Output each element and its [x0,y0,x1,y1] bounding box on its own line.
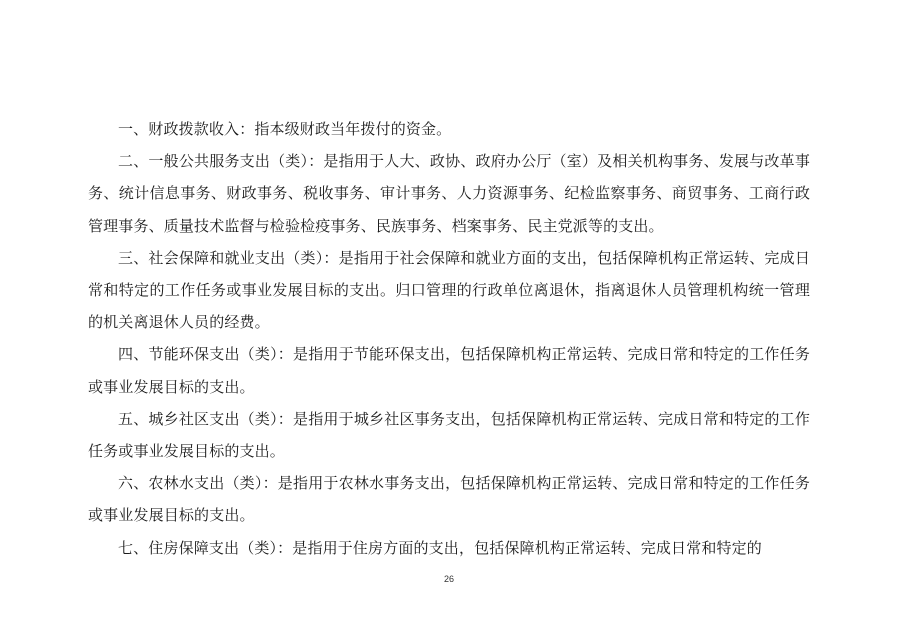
paragraph-urban-rural-community: 五、城乡社区支出（类）：是指用于城乡社区事务支出，包括保障机构正常运转、完成日常和特定的工作任务或事业发展目标的支出。 [88,409,810,461]
page-number: 26 [443,574,454,584]
paragraph-social-security-employment: 三、社会保障和就业支出（类）：是指用于社会保障和就业方面的支出，包括保障机构正常运转、完成日常和特定的工作任务或事业发展目标的支出。归口管理的行政单位离退休，指离退休人员管理机构统一管理的机关离退休人员的经费。 [88,248,810,332]
paragraph-general-public-services: 二、一般公共服务支出（类）：是指用于人大、政协、政府办公厅（室）及相关机构事务、发展与改革事务、统计信息事务、财政事务、税收事务、审计事务、人力资源事务、纪检监察事务、商贸事务、工商行政管理事务、质量技术监督与检验检疫事务、民族事务、档案事务、民主党派等的支出。 [88,152,810,235]
paragraph-agriculture-forestry-water: 六、农林水支出（类）：是指用于农林水事务支出，包括保障机构正常运转、完成日常和特定的工作任务或事业发展目标的支出。 [88,474,810,525]
paragraph-energy-environment: 四、节能环保支出（类）：是指用于节能环保支出，包括保障机构正常运转、完成日常和特定的工作任务或事业发展目标的支出。 [88,345,810,396]
paragraph-financial-allocation-income: 一、财政拨款收入：指本级财政当年拨付的资金。 [118,120,452,138]
document-body [88,113,810,564]
paragraph-housing-security: 七、住房保障支出（类）：是指用于住房方面的支出，包括保障机构正常运转、完成日常和特定的 [118,538,762,557]
